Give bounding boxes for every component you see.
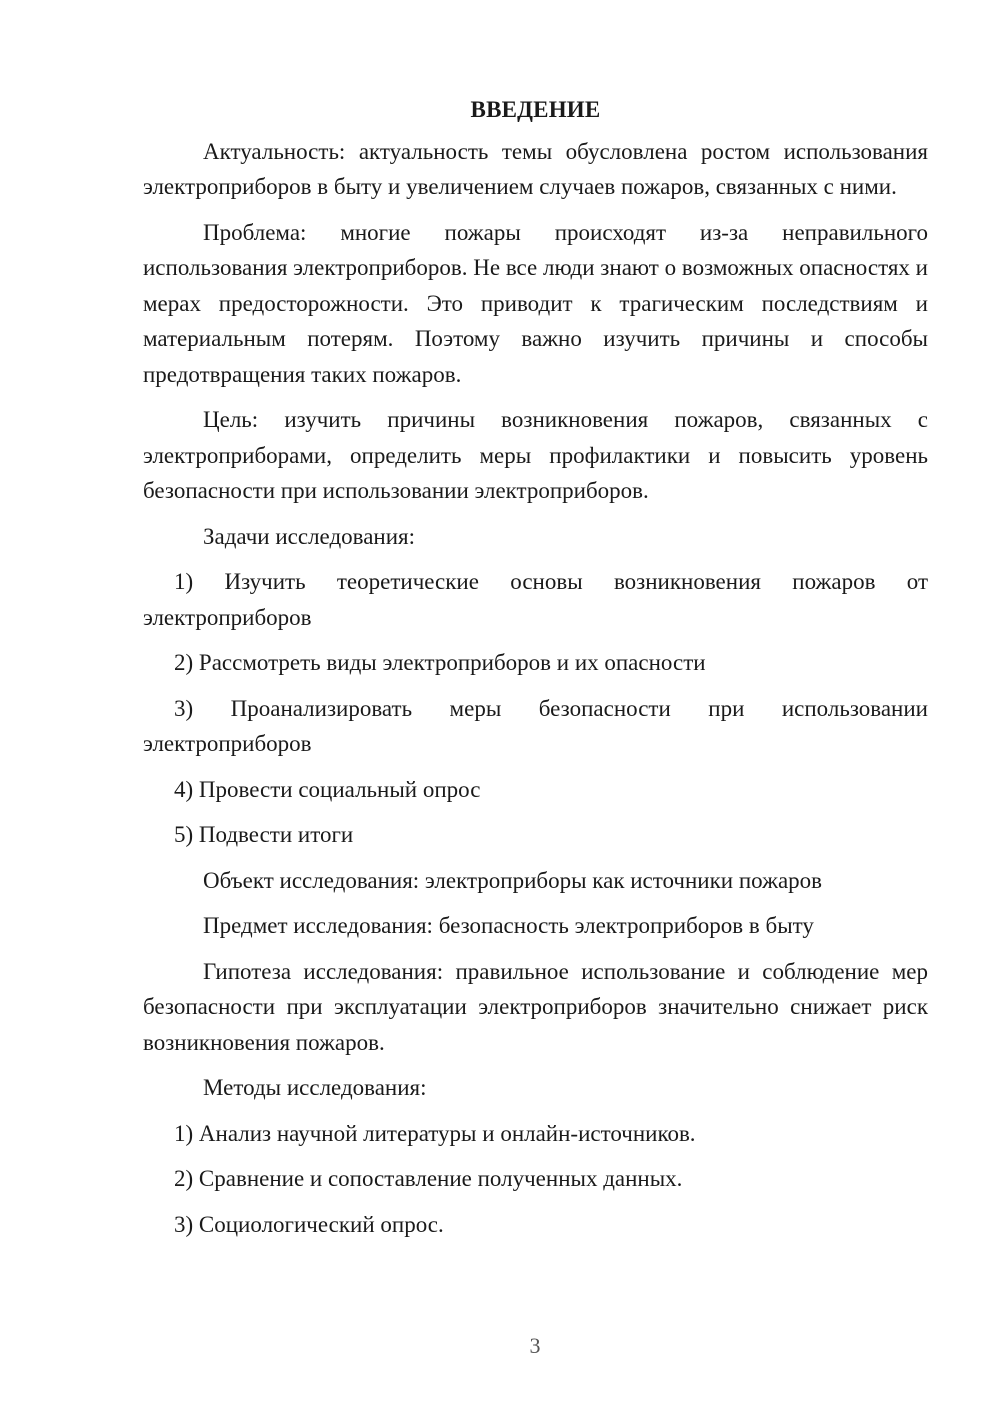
method-item: 1) Анализ научной литературы и онлайн-источников.: [174, 1120, 696, 1146]
page-number: 3: [529, 1333, 541, 1358]
method-item: 3) Социологический опрос.: [174, 1211, 444, 1237]
task-item: 3) Проанализировать меры безопасности при использовании электроприборов: [143, 695, 928, 756]
method-item: 2) Сравнение и сопоставление полученных данных.: [174, 1166, 683, 1191]
document-body: [143, 92, 928, 1252]
section-heading: ВВЕДЕНИЕ: [470, 97, 601, 122]
research-hypothesis: Гипотеза исследования: правильное использование и соблюдение мер безопасности при эксплуатации электроприборов значительно снижает риск возникновения пожаров.: [143, 958, 928, 1055]
research-subject: Предмет исследования: безопасность электроприборов в быту: [203, 913, 814, 938]
task-item: 4) Провести социальный опрос: [174, 776, 481, 802]
methods-label: Методы исследования:: [203, 1075, 427, 1100]
task-item: 5) Подвести итоги: [174, 822, 354, 847]
problem-paragraph: Проблема: многие пожары происходят из-за неправильного использования электроприборов. Не все люди знают о возможных опасностях и мерах предосторожности. Это приводит к трагическим последствиям и материальным потерям. Поэтому важно изучить причины и способы предотвращения таких пожаров.: [143, 219, 928, 387]
research-object: Объект исследования: электроприборы как источники пожаров: [203, 867, 823, 893]
task-item: 2) Рассмотреть виды электроприборов и их опасности: [174, 650, 706, 675]
relevance-paragraph: Актуальность: актуальность темы обусловлена ростом использования электроприборов в быту и увеличением случаев пожаров, связанных с ними.: [143, 138, 928, 199]
goal-paragraph: Цель: изучить причины возникновения пожаров, связанных с электроприборами, определить меры профилактики и повысить уровень безопасности при использовании электроприборов.: [143, 407, 928, 503]
tasks-label: Задачи исследования:: [203, 523, 416, 549]
task-item: 1) Изучить теоретические основы возникновения пожаров от электроприборов: [143, 569, 928, 630]
